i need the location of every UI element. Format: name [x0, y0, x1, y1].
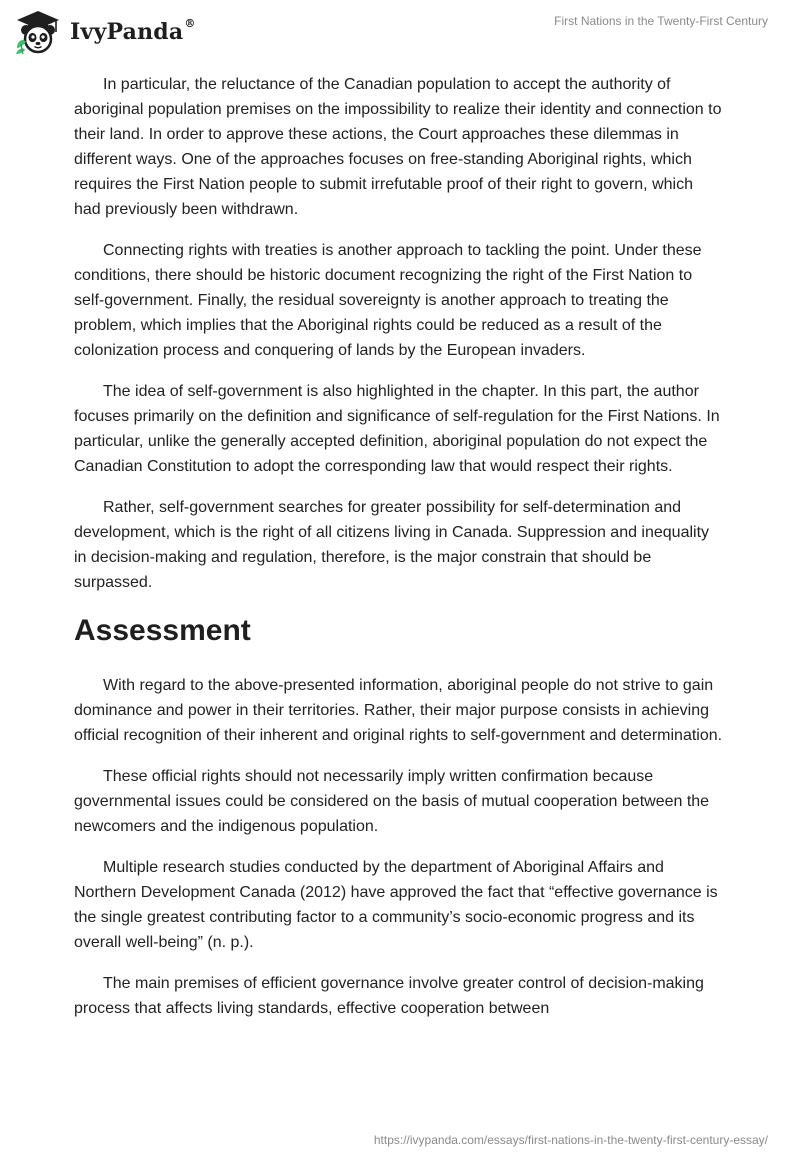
paragraph: Connecting rights with treaties is another approach to tackling the point. Under these conditions, there should be historic document recognizing the right of the First Nation to self-government. Finally, the residual sovereignty is another approach to treating the problem, which implies that the Aboriginal rights could be reduced as a result of the colonization process and conquering of lands by the European invaders. [74, 242, 702, 359]
document-title: First Nations in the Twenty-First Century [554, 14, 768, 28]
paragraph: The main premises of efficient governance involve greater control of decision-making process that affects living standards, effective cooperation between [74, 975, 704, 1017]
ivypanda-logo[interactable] [14, 8, 196, 56]
paragraph: The idea of self-government is also highlighted in the chapter. In this part, the author focuses primarily on the definition and significance of self-regulation for the First Nations. In particular, unlike the generally accepted definition, aboriginal population do not expect the Canadian Constitution to adopt the corresponding law that would respect their rights. [74, 383, 720, 475]
paragraph: These official rights should not necessarily imply written confirmation because governmental issues could be considered on the basis of mutual cooperation between the newcomers and the indigenous population. [74, 768, 710, 835]
trademark-symbol: ® [184, 17, 196, 30]
page-header [0, 0, 800, 64]
paragraph: Multiple research studies conducted by the department of Aboriginal Affairs and Northern Development Canada (2012) have approved the fact that “effective governance is the single greatest contributing factor to a community’s socio-economic progress and its overall well-being” (n. p.). [74, 859, 718, 951]
panda-graduate-icon [14, 8, 62, 56]
paragraph: In particular, the reluctance of the Canadian population to accept the authority of aboriginal population premises on the impossibility to realize their identity and connection to their land. In order to approve these actions, the Court approaches these dilemmas in different ways. One of the approaches focuses on free-standing Aboriginal rights, which requires the First Nation people to submit irrefutable proof of their right to govern, which had previously been withdrawn. [74, 76, 722, 218]
paragraph: With regard to the above-presented information, aboriginal people do not strive to gain dominance and power in their territories. Rather, their major purpose consists in achieving official recognition of their inherent and original rights to self-government and determination. [74, 677, 723, 744]
essay-body [74, 72, 724, 1037]
brand-name: IvyPanda® [70, 17, 196, 45]
paragraph: Rather, self-government searches for greater possibility for self-determination and development, which is the right of all citizens living in Canada. Suppression and inequality in decision-making and regulation, therefore, is the major constrain that should be surpassed. [74, 499, 710, 591]
section-heading-assessment: Assessment [74, 614, 251, 647]
source-url[interactable]: https://ivypanda.com/essays/first-nations-in-the-twenty-first-century-essay/ [373, 1133, 768, 1147]
